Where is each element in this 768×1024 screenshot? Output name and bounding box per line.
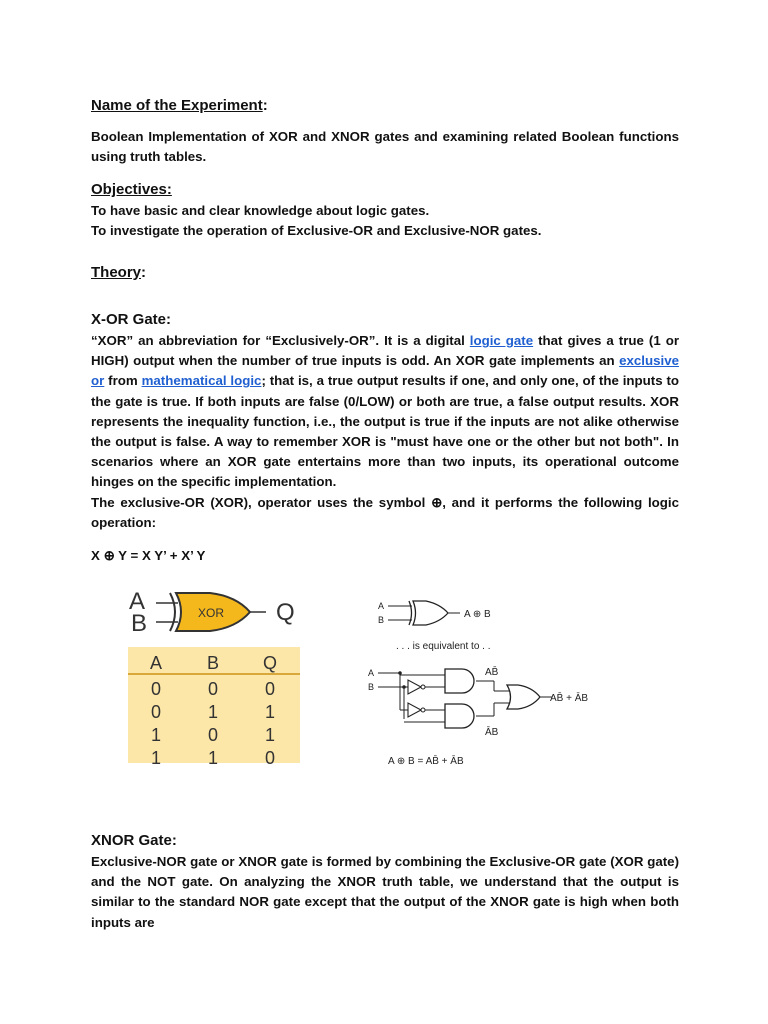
equiv-in-b2-label: B [368,682,375,692]
experiment-text: Boolean Implementation of XOR and XNOR gates and examining related Boolean functions using truth tables. [91,129,679,165]
truth-table-header-b: B [206,653,220,673]
junction-dot-a [398,671,402,675]
equiv-in-a-label: A [378,601,385,611]
xor-p1-part-a: “XOR” an abbreviation for “Exclusively-OR”. It is a digital [91,333,470,348]
truth-table-cell: 1 [264,702,276,722]
xor-paragraph-1 [91,331,679,493]
and-gate-2-output-label: ĀB [485,727,499,738]
junction-dot-b [402,685,406,689]
xor-gate-figure [118,584,314,774]
truth-table-cell: 0 [150,679,162,699]
and-gate-2-icon [445,704,474,728]
truth-table-cell: 1 [150,725,162,745]
equiv-xor-curve [409,601,412,625]
truth-table-cell: 0 [264,748,276,768]
not-gate-1-bubble-icon [421,685,425,689]
experiment-heading-text: Name of the Experiment [91,97,263,114]
xor-p1-part-d: ; that is, a true output results if one, and only one, of the inputs to the gate is true. If both inputs are false (0/LOW) or both are true, a false output results. XOR represents the inequality function, i.e., the output is true if the inputs are not alike otherwise the output is false. A way to remember XOR is "must have one or the other but not both". In scenarios where an XOR gate entertains more than two inputs, its operational outcome hinges on the specific implementation. [91,373,679,490]
xor-p1-part-c: from [104,373,142,389]
truth-table-cell: 0 [264,679,276,699]
xor-input-a-label: A [129,588,146,615]
logic-gate-link[interactable]: logic gate [469,333,534,348]
truth-table-cell: 0 [207,679,219,699]
xor-paragraph-2: The exclusive-OR (XOR), operator uses the symbol ⊕, and it performs the following logic operation: [91,495,679,531]
equiv-xor-gate-icon [413,601,448,625]
theory-heading-colon: : [141,264,147,281]
objectives-line-2: To investigate the operation of Exclusive-OR and Exclusive-NOR gates. [91,223,542,238]
truth-table-cell: 1 [264,725,276,745]
not-gate-1-icon [408,680,421,694]
xor-extra-curve [170,593,175,631]
objectives-heading: Objectives: [91,181,172,198]
truth-table-cell: 1 [207,702,219,722]
equiv-xor-output-label: A ⊕ B [464,609,491,620]
equiv-in-b-label: B [378,615,385,625]
xor-input-b-label: B [131,610,148,637]
not-gate-2-icon [408,703,421,717]
truth-table-header-q: Q [262,653,278,673]
xnor-text: Exclusive-NOR gate or XNOR gate is formed by combining the Exclusive-OR gate (XOR gate) and the NOT gate. On analyzing the XNOR truth table, we understand that the output is similar to the standard NOR gate except that the output of the XNOR gate is high when both inputs are [91,854,679,930]
xnor-heading: XNOR Gate: [91,832,177,849]
exclusive-or-link[interactable]: exclusive or [91,353,679,389]
or-gate-icon [507,685,540,709]
or-gate-output-label: AB̄ + ĀB [550,693,589,704]
xor-gate-label: XOR [198,606,225,620]
and-gate-1-output-label: AB̄ [485,667,499,678]
theory-heading-text: Theory [91,264,142,281]
mathematical-logic-link[interactable]: mathematical logic [141,373,262,389]
equiv-caption: . . . is equivalent to . . [396,641,491,652]
theory-heading [91,264,146,281]
truth-table-cell: 0 [150,702,162,722]
experiment-heading-colon: : [262,97,268,114]
xor-p1-part-b: that gives a true (1 or HIGH) output when the number of true inputs is odd. An XOR gate implements an [91,333,679,369]
equiv-bottom-equation: A ⊕ B = AB̄ + ĀB [388,756,464,767]
and-gate-1-icon [445,669,474,693]
truth-table-header-a: A [149,653,163,673]
xor-heading: X-OR Gate: [91,311,172,328]
equiv-in-a2-label: A [368,668,375,678]
experiment-heading [91,97,268,114]
xor-formula: X ⊕ Y = X Y’ + X’ Y [91,548,206,563]
truth-table-cell: 0 [207,725,219,745]
truth-table-cell: 1 [207,748,219,768]
truth-table-cell: 1 [150,748,162,768]
xor-equivalent-figure [364,596,626,774]
objectives-line-1: To have basic and clear knowledge about logic gates. [91,203,430,218]
not-gate-2-bubble-icon [421,708,425,712]
xor-output-label: Q [276,599,295,626]
